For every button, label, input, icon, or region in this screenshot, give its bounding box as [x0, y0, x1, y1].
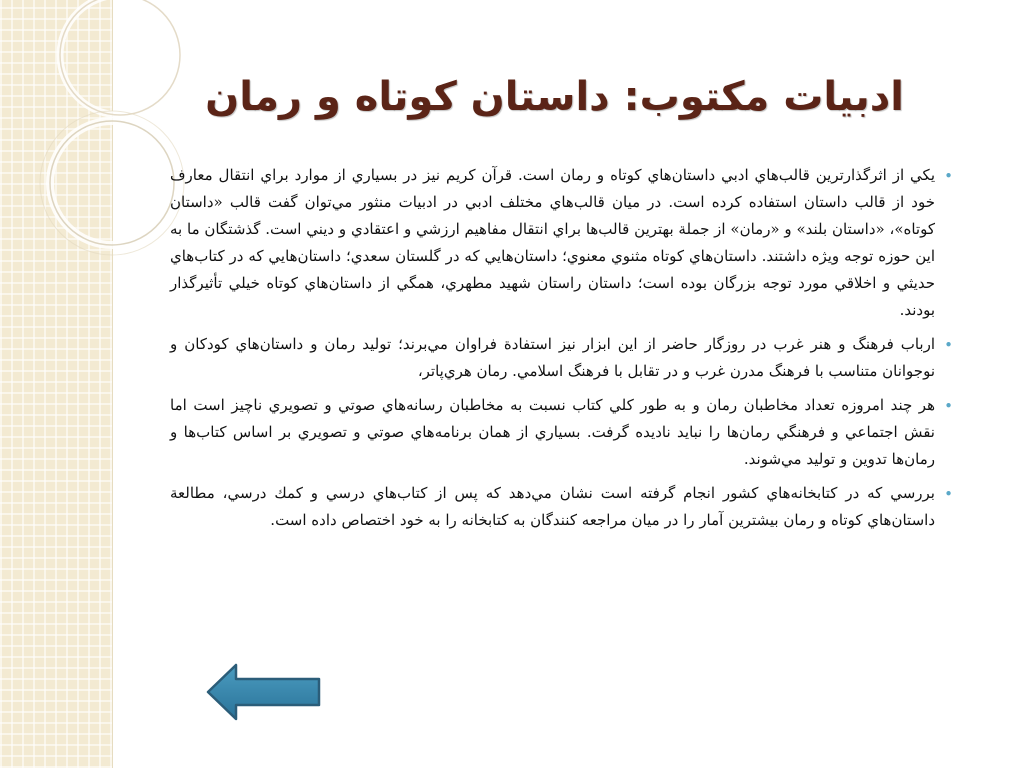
slide-title: ادبيات مكتوب: داستان كوتاه و رمان: [205, 74, 904, 120]
bullet-icon: •: [944, 485, 953, 503]
list-item: [170, 392, 955, 473]
paragraph-text: بررسي كه در كتابخانه‌هاي كشور انجام گرفته است نشان مي‌دهد كه پس از كتاب‌هاي درسي و كمك درسي، مطالعة داستان‌هاي كوتاه و رمان بيشترين آمار را در ميان مراجعه كنندگان به كتابخانه را به خود اختصاص داده است.: [170, 484, 935, 529]
bullet-icon: •: [944, 167, 953, 185]
bullet-icon: •: [944, 336, 953, 354]
bullet-list: [170, 162, 955, 534]
list-item: [170, 331, 955, 385]
list-item: [170, 480, 955, 534]
bullet-icon: •: [944, 397, 953, 415]
paragraph-text: يكي از اثرگذارترين قالب‌هاي ادبي داستان‌هاي كوتاه و رمان است. قرآن كريم نيز در بسياري از موارد براي انتقال معارف خود از قالب داستان استفاده كرده است. در ميان قالب‌هاي مختلف ادبي در ادبيات منثور مي‌توان گفت قالب «داستان كوتاه»، «داستان بلند» و «رمان» از جملة بهترين قالب‌ها براي انتقال مفاهيم ارزشي و اعتقادي و ديني است. گذشتگان ما به اين حوزه توجه ويژه داشتند. داستان‌هاي كوتاه مثنوي معنوي؛ داستان‌هايي كه در گلستان سعدي؛ داستان‌هايي كه در كتاب‌هاي حديثي و اخلاقي مورد توجه بزرگان بوده است؛ داستان راستان شهيد مطهري، همگي از داستان‌هاي كوتاه خيلي تأثيرگذار بودند.: [170, 166, 935, 319]
left-arrow-icon[interactable]: [206, 663, 322, 721]
paragraph-text: هر چند امروزه تعداد مخاطبان رمان و به طور كلي كتاب نسبت به مخاطبان رسانه‌هاي صوتي و تصويري ناچيز است اما نقش اجتماعي و فرهنگي رمان‌ها را نبايد ناديده گرفت. بسياري از همان برنامه‌هاي صوتي و تصويري بر اساس كتاب‌ها و رمان‌ها تدوين و توليد مي‌شوند.: [170, 396, 935, 468]
list-item: [170, 162, 955, 324]
slide-body: [170, 162, 955, 642]
paragraph-text: ارباب فرهنگ و هنر غرب در روزگار حاضر از اين ابزار نيز استفادة فراوان مي‌برند؛ توليد رمان و داستان‌هاي كودكان و نوجوانان متناسب با فرهنگ مدرن غرب و در تقابل با فرهنگ اسلامي. رمان هري‌پاتر،: [170, 335, 935, 380]
